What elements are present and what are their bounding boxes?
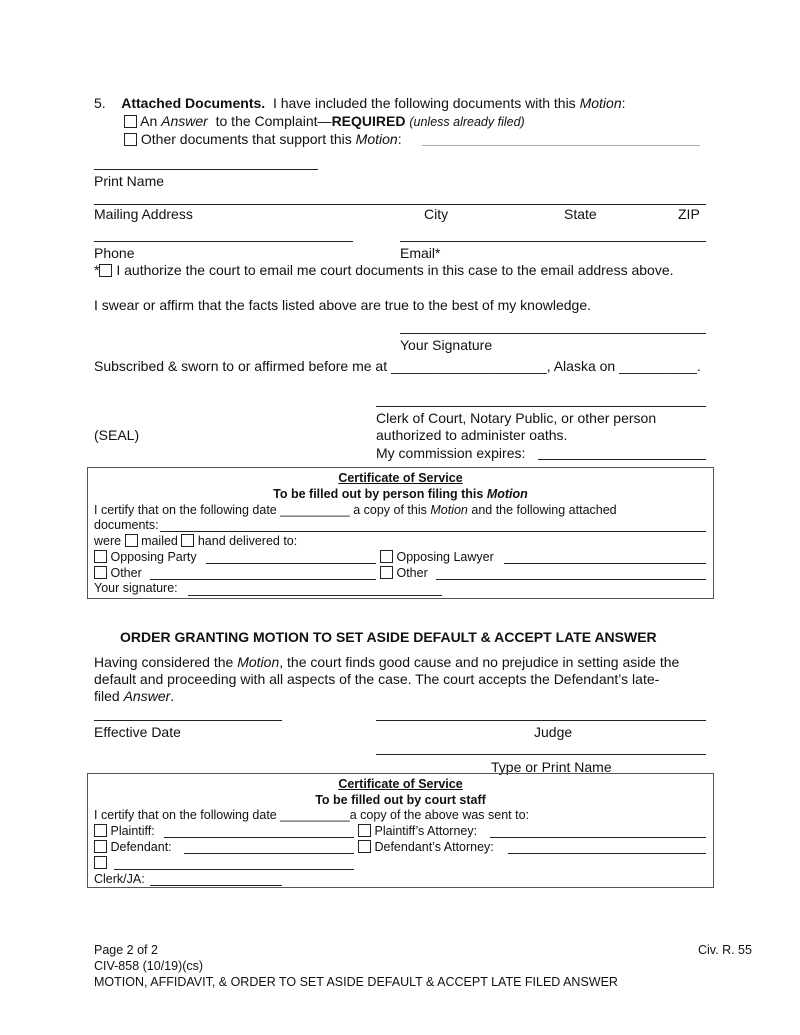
opposing-lawyer-line[interactable] <box>504 563 706 564</box>
mailed-checkbox[interactable] <box>125 534 138 547</box>
plaintiff-line[interactable] <box>164 837 354 838</box>
civil-rule: Civ. R. 55 <box>698 943 752 957</box>
other-docs-line[interactable] <box>422 145 700 146</box>
other-docs-motion: Motion <box>355 131 398 147</box>
other1-line[interactable] <box>150 579 376 580</box>
other-docs-option <box>124 131 402 147</box>
asterisk: * <box>94 262 100 278</box>
cert1-certify <box>94 503 617 517</box>
cert2-certify: I certify that on the following date __________a copy of the above was sent to: <box>94 808 530 822</box>
colon: : <box>621 95 626 111</box>
effective-date-line[interactable] <box>94 720 282 721</box>
clerk-title-line1: Clerk of Court, Notary Public, or other person <box>376 410 657 426</box>
email-authorize <box>94 262 674 278</box>
other2-line[interactable] <box>436 579 706 580</box>
print-name-line[interactable] <box>94 169 318 170</box>
section-intro: I have included the following documents with this <box>272 95 576 111</box>
defendant-option <box>94 840 172 854</box>
your-signature-label: Your Signature <box>400 337 493 353</box>
opposing-lawyer-checkbox[interactable] <box>380 550 393 563</box>
defendant-line[interactable] <box>184 853 354 854</box>
defendant-attorney-checkbox[interactable] <box>358 840 371 853</box>
cert1-signature-line[interactable] <box>188 595 442 596</box>
plaintiff-checkbox[interactable] <box>94 824 107 837</box>
answer-word: Answer <box>161 113 208 129</box>
other1-option <box>94 566 142 580</box>
phone-line[interactable] <box>94 241 353 242</box>
defendant-label: Defendant: <box>110 840 172 854</box>
order-paragraph-line3 <box>94 688 174 704</box>
order-p1-pre: Having considered the <box>94 654 234 670</box>
required-label: REQUIRED <box>331 113 406 129</box>
answer-rest: to the Complaint— <box>215 113 332 129</box>
clerk-signature-line[interactable] <box>376 406 706 407</box>
cert2-title <box>87 777 714 791</box>
mailing-address-line[interactable] <box>94 204 706 205</box>
colon: : <box>397 131 402 147</box>
phone-label: Phone <box>94 245 135 261</box>
order-heading: ORDER GRANTING MOTION TO SET ASIDE DEFAULT & ACCEPT LATE ANSWER <box>120 629 657 645</box>
order-paragraph-line1 <box>94 654 679 670</box>
email-authorize-checkbox[interactable] <box>99 264 112 277</box>
opposing-lawyer-label: Opposing Lawyer <box>396 550 494 564</box>
judge-signature-line[interactable] <box>376 720 706 721</box>
commission-line[interactable] <box>538 459 706 460</box>
subscribed-statement: Subscribed & sworn to or affirmed before me at ____________________, Alaska on __________. <box>94 358 701 374</box>
other2-label: Other <box>396 566 428 580</box>
other-docs-text: Other documents that support this <box>140 131 352 147</box>
opposing-party-line[interactable] <box>206 563 376 564</box>
motion-word: Motion <box>579 95 622 111</box>
order-p3-answer: Answer <box>123 688 171 704</box>
opposing-lawyer-option <box>380 550 494 564</box>
form-title: MOTION, AFFIDAVIT, & ORDER TO SET ASIDE DEFAULT & ACCEPT LATE FILED ANSWER <box>94 975 618 989</box>
cert1-certify-text: I certify that on the following date __________ a copy of this <box>94 503 427 517</box>
page-number: Page 2 of 2 <box>94 943 158 957</box>
order-p3-pre: filed <box>94 688 120 704</box>
cert1-documents-line[interactable] <box>160 531 706 532</box>
defendant-checkbox[interactable] <box>94 840 107 853</box>
cert1-certify-post: and the following attached <box>471 503 617 517</box>
required-note: (unless already filed) <box>409 115 525 129</box>
other2-checkbox[interactable] <box>380 566 393 579</box>
defendant-attorney-option <box>358 840 494 854</box>
type-name-label: Type or Print Name <box>491 759 612 775</box>
cert1-subtitle <box>87 487 714 501</box>
cert1-certify-motion: Motion <box>430 503 468 517</box>
hand-delivered-checkbox[interactable] <box>181 534 194 547</box>
blank-option-line[interactable] <box>114 869 354 870</box>
form-number: CIV-858 (10/19)(cs) <box>94 959 204 973</box>
order-paragraph-line2: default and proceeding with all aspects of the case. The court accepts the Defendant’s late- <box>94 671 660 687</box>
cert1-delivery <box>94 534 297 548</box>
plaintiff-attorney-line[interactable] <box>490 837 706 838</box>
cert2-title-text: Certificate of Service <box>338 777 463 791</box>
zip-label: ZIP <box>678 206 700 222</box>
swear-statement: I swear or affirm that the facts listed above are true to the best of my knowledge. <box>94 297 591 313</box>
email-line[interactable] <box>400 241 706 242</box>
clerk-title-line2: authorized to administer oaths. <box>376 427 568 443</box>
other2-option <box>380 566 428 580</box>
cert1-signature-label: Your signature: <box>94 581 178 595</box>
plaintiff-option <box>94 824 155 838</box>
effective-date-label: Effective Date <box>94 724 181 740</box>
order-p3-post: . <box>170 688 175 704</box>
opposing-party-checkbox[interactable] <box>94 550 107 563</box>
print-name-label: Print Name <box>94 173 165 189</box>
other1-label: Other <box>110 566 142 580</box>
opposing-party-label: Opposing Party <box>110 550 197 564</box>
defendant-attorney-line[interactable] <box>508 853 706 854</box>
mailed-label: mailed <box>141 534 178 548</box>
email-label: Email* <box>400 245 441 261</box>
clerk-ja-line[interactable] <box>150 885 282 886</box>
section-number: 5. <box>94 95 106 111</box>
blank-checkbox[interactable] <box>94 856 107 869</box>
seal-label: (SEAL) <box>94 427 140 443</box>
commission-label: My commission expires: <box>376 445 526 461</box>
section5-heading <box>94 95 626 111</box>
judge-label: Judge <box>534 724 573 740</box>
cert1-documents-label: documents: <box>94 518 159 532</box>
city-label: City <box>424 206 449 222</box>
plaintiff-attorney-checkbox[interactable] <box>358 824 371 837</box>
clerk-ja-label: Clerk/JA: <box>94 872 145 886</box>
order-p1-motion: Motion <box>237 654 280 670</box>
mailing-address-label: Mailing Address <box>94 206 193 222</box>
plaintiff-attorney-label: Plaintiff’s Attorney: <box>374 824 478 838</box>
type-name-line[interactable] <box>376 754 706 755</box>
blank-option <box>94 856 107 870</box>
opposing-party-option <box>94 550 197 564</box>
other1-checkbox[interactable] <box>94 566 107 579</box>
section-title: Attached Documents. <box>121 95 266 111</box>
cert1-subtitle-motion: Motion <box>486 487 528 501</box>
cert1-title <box>87 471 714 485</box>
signature-line[interactable] <box>400 333 706 334</box>
defendant-attorney-label: Defendant’s Attorney: <box>374 840 494 854</box>
email-authorize-text: I authorize the court to email me court documents in this case to the email address above. <box>116 262 674 278</box>
other-docs-checkbox[interactable] <box>124 133 137 146</box>
were-text: were <box>94 534 122 548</box>
state-label: State <box>564 206 597 222</box>
plaintiff-attorney-option <box>358 824 477 838</box>
cert1-subtitle-text: To be filled out by person filing this <box>273 487 484 501</box>
answer-option <box>124 113 525 129</box>
cert1-title-text: Certificate of Service <box>338 471 463 485</box>
hand-delivered-label: hand delivered to: <box>197 534 298 548</box>
plaintiff-label: Plaintiff: <box>110 824 155 838</box>
cert2-subtitle: To be filled out by court staff <box>315 793 486 807</box>
answer-checkbox[interactable] <box>124 115 137 128</box>
order-p1-post: , the court finds good cause and no prejudice in setting aside the <box>279 654 680 670</box>
answer-an: An <box>140 113 158 129</box>
